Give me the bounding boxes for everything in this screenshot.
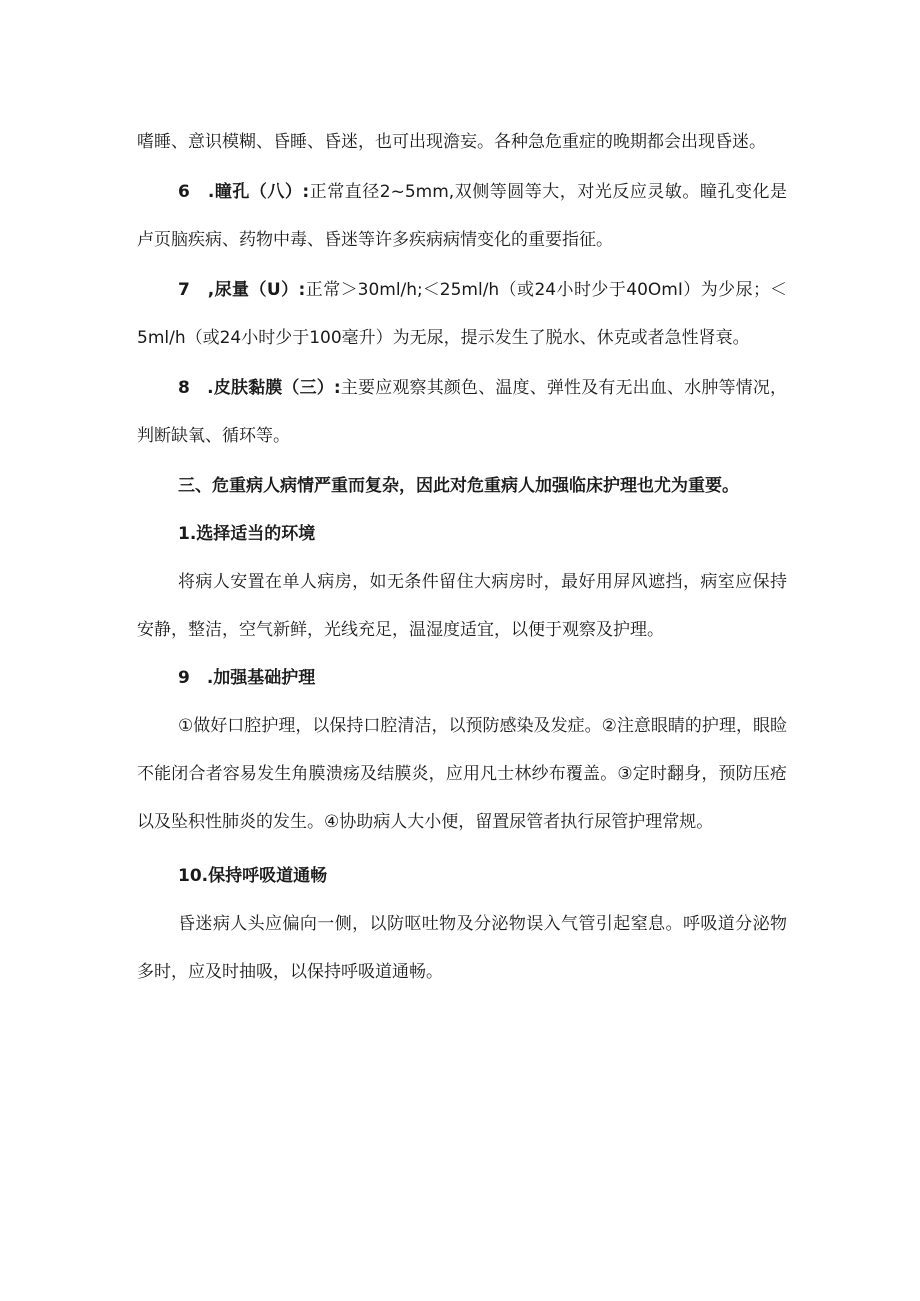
item-heading-pupil: 6 .瞳孔（八）: <box>178 182 310 202</box>
paragraph-text: 嗜睡、意识模糊、昏睡、昏迷，也可出现澹妄。各种急危重症的晚期都会出现昏迷。 <box>137 132 766 152</box>
paragraph-urine <box>137 266 787 362</box>
paragraph-text: 正常直径2~5mm,双侧等圆等大，对光反应灵敏。瞳孔变化是卢页脑疾病、药物中毒、昏迷等许多疾病病情变化的重要指征。 <box>137 182 787 250</box>
paragraph-pupil <box>137 168 787 264</box>
paragraph-basic-care: ①做好口腔护理，以保持口腔清洁，以预防感染及发症。②注意眼睛的护理，眼睑不能闭合者容易发生角膜溃疡及结膜炎，应用凡士林纱布覆盖。③定时翻身，预防压疮以及坠积性肺炎的发生。④协助病人大小便，留置尿管者执行尿管护理常规。 <box>137 716 787 832</box>
subheading-environment: 1.选择适当的环境 <box>178 524 316 544</box>
item-heading-skin: 8 .皮肤黏膜（三）: <box>178 378 341 398</box>
paragraph-text: 主要应观察其颜色、温度、弹性及有无出血、水肿等情况，判断缺氧、循环等。 <box>137 378 787 446</box>
section-heading-three: 三、危重病人病情严重而复杂，因此对危重病人加强临床护理也尤为重要。 <box>178 476 739 496</box>
subheading-airway: 10.保持呼吸道通畅 <box>178 866 328 886</box>
paragraph-consciousness <box>137 118 787 166</box>
paragraph-environment: 将病人安置在单人病房，如无条件留住大病房时，最好用屏风遮挡，病室应保持安静，整洁，空气新鲜，光线充足，温湿度适宜，以便于观察及护理。 <box>137 572 787 640</box>
document-body <box>137 118 787 996</box>
subheading-basic-care: 9 .加强基础护理 <box>178 668 316 688</box>
paragraph-airway: 昏迷病人头应偏向一侧，以防呕吐物及分泌物误入气管引起窒息。呼吸道分泌物多时，应及时抽吸，以保持呼吸道通畅。 <box>137 914 787 982</box>
paragraph-text: 正常＞30ml∕h;＜25ml∕h（或24小时少于40OmI）为少尿；＜5ml∕h（或24小时少于100毫升）为无尿，提示发生了脱水、休克或者急性肾衰。 <box>137 280 788 348</box>
item-heading-urine: 7 ,尿量（U）: <box>178 280 306 300</box>
paragraph-skin <box>137 364 787 460</box>
